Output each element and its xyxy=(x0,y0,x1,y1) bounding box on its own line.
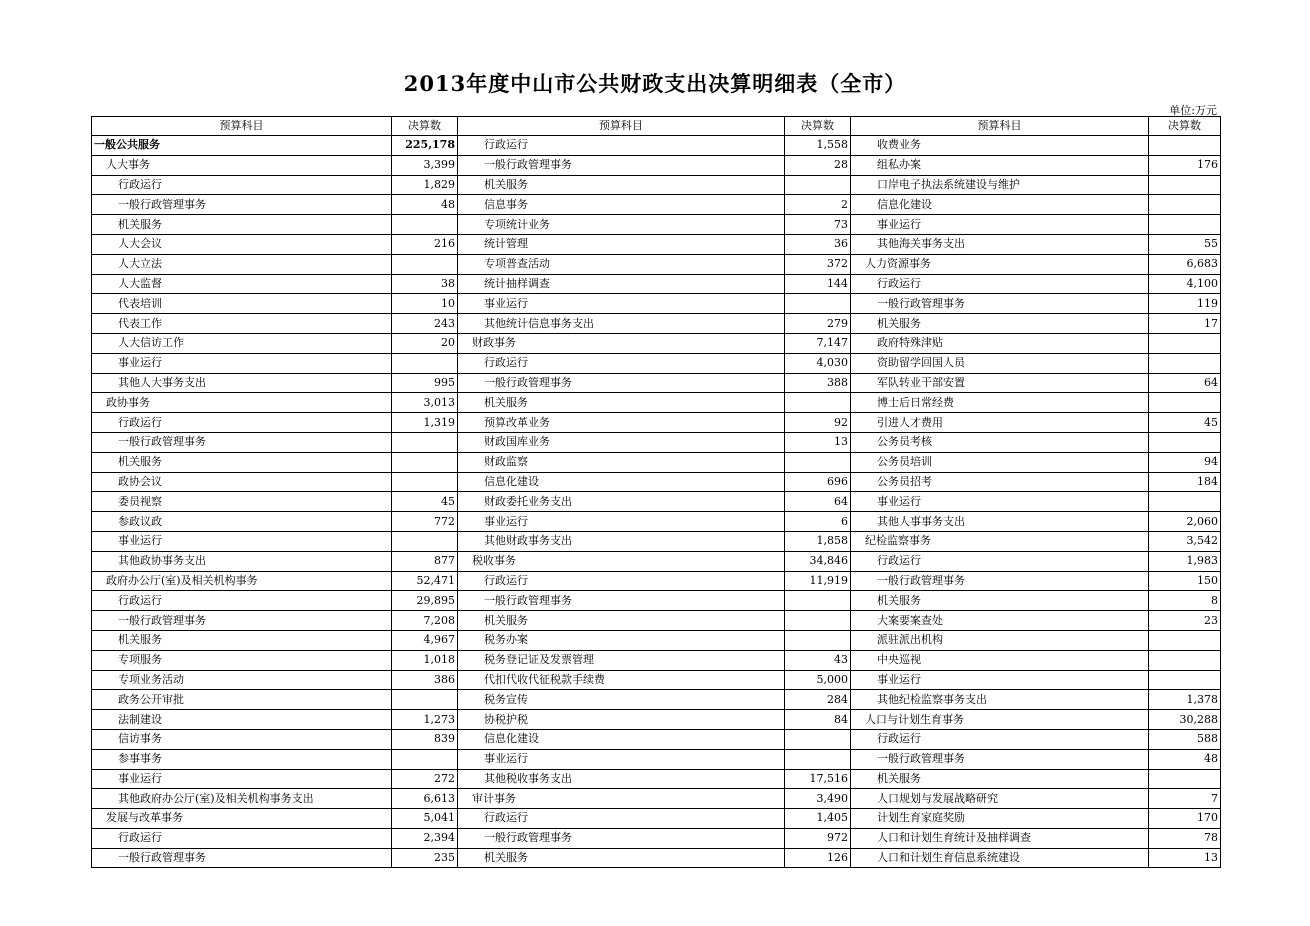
subject-cell: 事业运行 xyxy=(851,215,1149,235)
subject-cell: 信息事务 xyxy=(458,195,785,215)
table-row xyxy=(92,710,1221,730)
amount-cell: 5,000 xyxy=(785,670,851,690)
subject-cell: 信息化建设 xyxy=(851,195,1149,215)
subject-cell: 人口与计划生育事务 xyxy=(851,710,1149,730)
subject-cell: 事业运行 xyxy=(458,749,785,769)
amount-cell: 73 xyxy=(785,215,851,235)
amount-cell: 52,471 xyxy=(392,571,458,591)
table-row xyxy=(92,690,1221,710)
amount-cell: 1,558 xyxy=(785,136,851,156)
subject-cell: 审计事务 xyxy=(458,789,785,809)
subject-cell: 参政议政 xyxy=(92,512,392,532)
amount-cell: 92 xyxy=(785,413,851,433)
amount-cell xyxy=(392,452,458,472)
amount-cell xyxy=(785,393,851,413)
subject-cell: 其他统计信息事务支出 xyxy=(458,314,785,334)
amount-cell xyxy=(785,294,851,314)
subject-cell: 财政国库业务 xyxy=(458,432,785,452)
subject-cell: 人口规划与发展战略研究 xyxy=(851,789,1149,809)
subject-cell: 事业运行 xyxy=(92,531,392,551)
amount-cell: 272 xyxy=(392,769,458,789)
header-amount-2: 决算数 xyxy=(785,117,851,136)
header-row xyxy=(92,117,1221,136)
amount-cell: 184 xyxy=(1149,472,1221,492)
amount-cell: 995 xyxy=(392,373,458,393)
table-row xyxy=(92,215,1221,235)
header-amount-3: 决算数 xyxy=(1149,117,1221,136)
amount-cell xyxy=(1149,215,1221,235)
subject-cell: 人口和计划生育统计及抽样调查 xyxy=(851,828,1149,848)
amount-cell: 10 xyxy=(392,294,458,314)
subject-cell: 代表培训 xyxy=(92,294,392,314)
subject-cell: 人口和计划生育信息系统建设 xyxy=(851,848,1149,868)
amount-cell: 144 xyxy=(785,274,851,294)
amount-cell: 5,041 xyxy=(392,809,458,829)
amount-cell: 1,018 xyxy=(392,650,458,670)
subject-cell: 机关服务 xyxy=(92,452,392,472)
subject-cell: 财政事务 xyxy=(458,333,785,353)
subject-cell: 一般行政管理事务 xyxy=(458,828,785,848)
header-amount-1: 决算数 xyxy=(392,117,458,136)
unit-label: 单位:万元 xyxy=(1169,104,1217,117)
table-row xyxy=(92,571,1221,591)
table-row xyxy=(92,195,1221,215)
amount-cell: 84 xyxy=(785,710,851,730)
amount-cell: 48 xyxy=(392,195,458,215)
subject-cell: 事业运行 xyxy=(92,769,392,789)
subject-cell: 人大信访工作 xyxy=(92,333,392,353)
amount-cell: 1,405 xyxy=(785,809,851,829)
table-body xyxy=(92,136,1221,868)
subject-cell: 统计抽样调查 xyxy=(458,274,785,294)
amount-cell: 3,490 xyxy=(785,789,851,809)
amount-cell: 1,983 xyxy=(1149,551,1221,571)
subject-cell: 信息化建设 xyxy=(458,729,785,749)
amount-cell: 839 xyxy=(392,729,458,749)
subject-cell: 行政运行 xyxy=(851,551,1149,571)
amount-cell xyxy=(1149,630,1221,650)
subject-cell: 事业运行 xyxy=(458,512,785,532)
amount-cell: 176 xyxy=(1149,155,1221,175)
amount-cell xyxy=(1149,136,1221,156)
subject-cell: 其他海关事务支出 xyxy=(851,234,1149,254)
amount-cell: 34,846 xyxy=(785,551,851,571)
table-row xyxy=(92,155,1221,175)
subject-cell: 纪检监察事务 xyxy=(851,531,1149,551)
expenditure-table xyxy=(91,116,1221,868)
amount-cell: 170 xyxy=(1149,809,1221,829)
subject-cell: 其他政府办公厅(室)及相关机构事务支出 xyxy=(92,789,392,809)
subject-cell: 行政运行 xyxy=(851,729,1149,749)
subject-cell: 事业运行 xyxy=(851,492,1149,512)
subject-cell: 机关服务 xyxy=(458,175,785,195)
subject-cell: 人大监督 xyxy=(92,274,392,294)
amount-cell: 6 xyxy=(785,512,851,532)
table-row xyxy=(92,809,1221,829)
amount-cell: 94 xyxy=(1149,452,1221,472)
subject-cell: 大案要案查处 xyxy=(851,611,1149,631)
subject-cell: 其他纪检监察事务支出 xyxy=(851,690,1149,710)
subject-cell: 一般公共服务 xyxy=(92,136,392,156)
amount-cell: 696 xyxy=(785,472,851,492)
amount-cell: 43 xyxy=(785,650,851,670)
amount-cell: 235 xyxy=(392,848,458,868)
amount-cell: 216 xyxy=(392,234,458,254)
subject-cell: 参事事务 xyxy=(92,749,392,769)
amount-cell: 11,919 xyxy=(785,571,851,591)
subject-cell: 派驻派出机构 xyxy=(851,630,1149,650)
subject-cell: 专项服务 xyxy=(92,650,392,670)
table-row xyxy=(92,551,1221,571)
subject-cell: 预算改革业务 xyxy=(458,413,785,433)
subject-cell: 公务员培训 xyxy=(851,452,1149,472)
amount-cell: 388 xyxy=(785,373,851,393)
amount-cell: 48 xyxy=(1149,749,1221,769)
subject-cell: 机关服务 xyxy=(92,630,392,650)
amount-cell: 55 xyxy=(1149,234,1221,254)
subject-cell: 专项业务活动 xyxy=(92,670,392,690)
amount-cell: 29,895 xyxy=(392,591,458,611)
subject-cell: 委员视察 xyxy=(92,492,392,512)
amount-cell: 2,394 xyxy=(392,828,458,848)
amount-cell: 8 xyxy=(1149,591,1221,611)
table-row xyxy=(92,274,1221,294)
amount-cell: 772 xyxy=(392,512,458,532)
table-row xyxy=(92,314,1221,334)
subject-cell: 引进人才费用 xyxy=(851,413,1149,433)
subject-cell: 其他人事事务支出 xyxy=(851,512,1149,532)
amount-cell: 6,613 xyxy=(392,789,458,809)
subject-cell: 计划生育家庭奖励 xyxy=(851,809,1149,829)
amount-cell: 45 xyxy=(1149,413,1221,433)
amount-cell xyxy=(785,729,851,749)
subject-cell: 其他人大事务支出 xyxy=(92,373,392,393)
subject-cell: 一般行政管理事务 xyxy=(458,373,785,393)
subject-cell: 人大会议 xyxy=(92,234,392,254)
amount-cell xyxy=(392,690,458,710)
table-row xyxy=(92,828,1221,848)
amount-cell: 7,208 xyxy=(392,611,458,631)
subject-cell: 行政运行 xyxy=(458,353,785,373)
amount-cell: 3,013 xyxy=(392,393,458,413)
table-row xyxy=(92,769,1221,789)
amount-cell: 372 xyxy=(785,254,851,274)
amount-cell: 20 xyxy=(392,333,458,353)
subject-cell: 行政运行 xyxy=(458,809,785,829)
subject-cell: 机关服务 xyxy=(458,611,785,631)
amount-cell: 3,542 xyxy=(1149,531,1221,551)
subject-cell: 组私办案 xyxy=(851,155,1149,175)
table-row xyxy=(92,373,1221,393)
amount-cell: 1,829 xyxy=(392,175,458,195)
table-row xyxy=(92,175,1221,195)
amount-cell: 13 xyxy=(785,432,851,452)
subject-cell: 协税护税 xyxy=(458,710,785,730)
subject-cell: 税务登记证及发票管理 xyxy=(458,650,785,670)
subject-cell: 公务员考核 xyxy=(851,432,1149,452)
amount-cell xyxy=(392,472,458,492)
subject-cell: 税务宣传 xyxy=(458,690,785,710)
amount-cell: 243 xyxy=(392,314,458,334)
amount-cell: 30,288 xyxy=(1149,710,1221,730)
table-row xyxy=(92,492,1221,512)
table-row xyxy=(92,729,1221,749)
subject-cell: 行政运行 xyxy=(92,591,392,611)
subject-cell: 财政监察 xyxy=(458,452,785,472)
amount-cell: 1,273 xyxy=(392,710,458,730)
table-row xyxy=(92,393,1221,413)
subject-cell: 机关服务 xyxy=(458,848,785,868)
subject-cell: 行政运行 xyxy=(458,571,785,591)
subject-cell: 其他税收事务支出 xyxy=(458,769,785,789)
table-row xyxy=(92,611,1221,631)
subject-cell: 一般行政管理事务 xyxy=(92,848,392,868)
subject-cell: 政府办公厅(室)及相关机构事务 xyxy=(92,571,392,591)
amount-cell xyxy=(785,452,851,472)
table-row xyxy=(92,294,1221,314)
amount-cell: 7 xyxy=(1149,789,1221,809)
amount-cell: 1,858 xyxy=(785,531,851,551)
subject-cell: 信访事务 xyxy=(92,729,392,749)
subject-cell: 信息化建设 xyxy=(458,472,785,492)
subject-cell: 行政运行 xyxy=(92,413,392,433)
header-subject-3: 预算科目 xyxy=(851,117,1149,136)
amount-cell xyxy=(392,254,458,274)
subject-cell: 代扣代收代征税款手续费 xyxy=(458,670,785,690)
amount-cell: 7,147 xyxy=(785,333,851,353)
table-row xyxy=(92,531,1221,551)
table-row xyxy=(92,789,1221,809)
table-row xyxy=(92,413,1221,433)
table-row xyxy=(92,630,1221,650)
amount-cell: 4,967 xyxy=(392,630,458,650)
amount-cell: 119 xyxy=(1149,294,1221,314)
amount-cell xyxy=(1149,175,1221,195)
amount-cell: 28 xyxy=(785,155,851,175)
subject-cell: 人力资源事务 xyxy=(851,254,1149,274)
subject-cell: 代表工作 xyxy=(92,314,392,334)
subject-cell: 政协会议 xyxy=(92,472,392,492)
table-row xyxy=(92,650,1221,670)
page-title: 2013年度中山市公共财政支出决算明细表（全市） xyxy=(403,71,907,96)
amount-cell: 17 xyxy=(1149,314,1221,334)
subject-cell: 一般行政管理事务 xyxy=(851,294,1149,314)
table-row xyxy=(92,353,1221,373)
subject-cell: 机关服务 xyxy=(851,314,1149,334)
amount-cell xyxy=(785,749,851,769)
amount-cell: 23 xyxy=(1149,611,1221,631)
table-row xyxy=(92,848,1221,868)
subject-cell: 行政运行 xyxy=(92,828,392,848)
subject-cell: 机关服务 xyxy=(851,591,1149,611)
amount-cell xyxy=(1149,393,1221,413)
table-row xyxy=(92,512,1221,532)
subject-cell: 其他财政事务支出 xyxy=(458,531,785,551)
amount-cell: 1,319 xyxy=(392,413,458,433)
subject-cell: 资助留学回国人员 xyxy=(851,353,1149,373)
subject-cell: 公务员招考 xyxy=(851,472,1149,492)
amount-cell: 45 xyxy=(392,492,458,512)
amount-cell xyxy=(785,175,851,195)
amount-cell xyxy=(1149,333,1221,353)
subject-cell: 一般行政管理事务 xyxy=(851,749,1149,769)
amount-cell xyxy=(392,215,458,235)
amount-cell: 4,030 xyxy=(785,353,851,373)
amount-cell: 64 xyxy=(1149,373,1221,393)
header-subject-2: 预算科目 xyxy=(458,117,785,136)
amount-cell xyxy=(392,353,458,373)
subject-cell: 军队转业干部安置 xyxy=(851,373,1149,393)
amount-cell xyxy=(392,749,458,769)
subject-cell: 一般行政管理事务 xyxy=(92,611,392,631)
amount-cell: 38 xyxy=(392,274,458,294)
subject-cell: 统计管理 xyxy=(458,234,785,254)
header-subject-1: 预算科目 xyxy=(92,117,392,136)
amount-cell: 225,178 xyxy=(392,136,458,156)
subject-cell: 政协事务 xyxy=(92,393,392,413)
subject-cell: 行政运行 xyxy=(851,274,1149,294)
amount-cell xyxy=(1149,353,1221,373)
amount-cell: 972 xyxy=(785,828,851,848)
subject-cell: 一般行政管理事务 xyxy=(851,571,1149,591)
amount-cell: 877 xyxy=(392,551,458,571)
amount-cell: 6,683 xyxy=(1149,254,1221,274)
table-row xyxy=(92,432,1221,452)
subject-cell: 一般行政管理事务 xyxy=(458,155,785,175)
table-row xyxy=(92,591,1221,611)
amount-cell xyxy=(1149,650,1221,670)
amount-cell: 386 xyxy=(392,670,458,690)
amount-cell: 4,100 xyxy=(1149,274,1221,294)
subject-cell: 行政运行 xyxy=(92,175,392,195)
table-row xyxy=(92,749,1221,769)
table-row xyxy=(92,670,1221,690)
amount-cell xyxy=(1149,195,1221,215)
subject-cell: 机关服务 xyxy=(458,393,785,413)
subject-cell: 税务办案 xyxy=(458,630,785,650)
subject-cell: 收费业务 xyxy=(851,136,1149,156)
amount-cell xyxy=(785,611,851,631)
subject-cell: 政府特殊津贴 xyxy=(851,333,1149,353)
table-row xyxy=(92,333,1221,353)
amount-cell: 150 xyxy=(1149,571,1221,591)
subject-cell: 行政运行 xyxy=(458,136,785,156)
amount-cell: 36 xyxy=(785,234,851,254)
amount-cell xyxy=(392,432,458,452)
amount-cell xyxy=(1149,769,1221,789)
amount-cell xyxy=(1149,492,1221,512)
table-row xyxy=(92,472,1221,492)
subject-cell: 事业运行 xyxy=(458,294,785,314)
table-row xyxy=(92,136,1221,156)
subject-cell: 专项普查活动 xyxy=(458,254,785,274)
subject-cell: 事业运行 xyxy=(851,670,1149,690)
amount-cell: 279 xyxy=(785,314,851,334)
amount-cell xyxy=(1149,432,1221,452)
table-row xyxy=(92,254,1221,274)
subject-cell: 专项统计业务 xyxy=(458,215,785,235)
subject-cell: 一般行政管理事务 xyxy=(458,591,785,611)
amount-cell: 78 xyxy=(1149,828,1221,848)
amount-cell: 126 xyxy=(785,848,851,868)
subject-cell: 财政委托业务支出 xyxy=(458,492,785,512)
subject-cell: 事业运行 xyxy=(92,353,392,373)
subject-cell: 一般行政管理事务 xyxy=(92,195,392,215)
amount-cell xyxy=(785,591,851,611)
subject-cell: 发展与改革事务 xyxy=(92,809,392,829)
amount-cell: 17,516 xyxy=(785,769,851,789)
subject-cell: 中央巡视 xyxy=(851,650,1149,670)
subject-cell: 博士后日常经费 xyxy=(851,393,1149,413)
amount-cell: 588 xyxy=(1149,729,1221,749)
subject-cell: 政务公开审批 xyxy=(92,690,392,710)
subject-cell: 税收事务 xyxy=(458,551,785,571)
amount-cell: 3,399 xyxy=(392,155,458,175)
amount-cell: 2,060 xyxy=(1149,512,1221,532)
amount-cell: 1,378 xyxy=(1149,690,1221,710)
amount-cell: 284 xyxy=(785,690,851,710)
subject-cell: 一般行政管理事务 xyxy=(92,432,392,452)
amount-cell: 2 xyxy=(785,195,851,215)
subject-cell: 其他政协事务支出 xyxy=(92,551,392,571)
amount-cell xyxy=(1149,670,1221,690)
subject-cell: 机关服务 xyxy=(851,769,1149,789)
subject-cell: 口岸电子执法系统建设与维护 xyxy=(851,175,1149,195)
amount-cell: 64 xyxy=(785,492,851,512)
subject-cell: 人大立法 xyxy=(92,254,392,274)
subject-cell: 机关服务 xyxy=(92,215,392,235)
subject-cell: 人大事务 xyxy=(92,155,392,175)
amount-cell xyxy=(785,630,851,650)
table-row xyxy=(92,452,1221,472)
table-row xyxy=(92,234,1221,254)
amount-cell xyxy=(392,531,458,551)
subject-cell: 法制建设 xyxy=(92,710,392,730)
amount-cell: 13 xyxy=(1149,848,1221,868)
